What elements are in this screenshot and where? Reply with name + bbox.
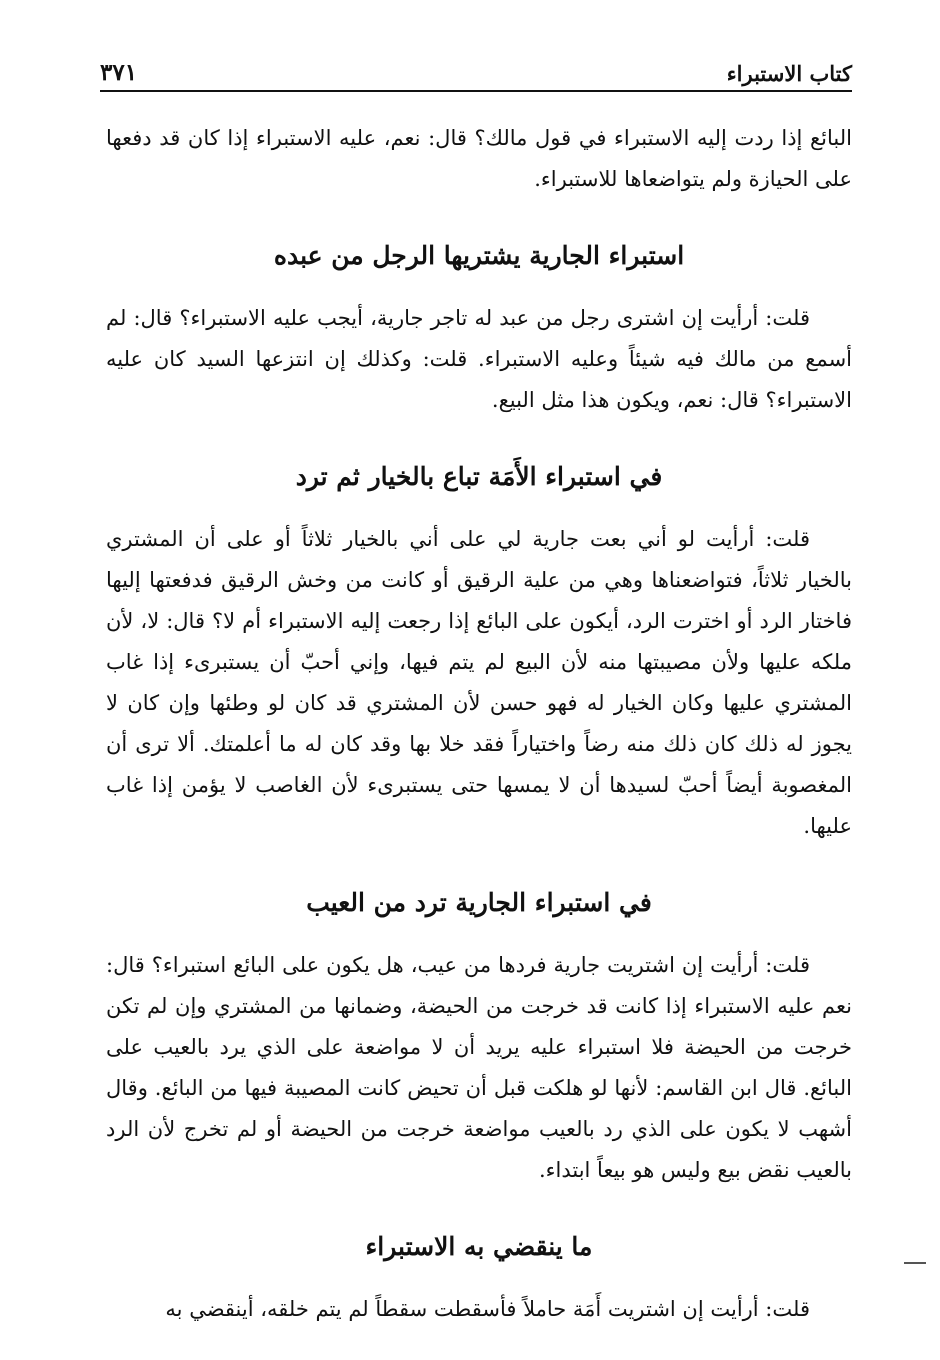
paragraph-continuation: البائع إذا ردت إليه الاستبراء في قول مالك؟ قال: نعم، عليه الاستبراء إذا كان قد دفعها على الحيازة ولم يتواضعاها للاستبراء. xyxy=(106,126,852,191)
page-body xyxy=(106,118,852,1330)
paragraph: قلت: أرأيت إن اشترى رجل من عبد له تاجر جارية، أيجب عليه الاستبراء؟ قال: لم أسمع من مالك فيه شيئاً وعليه الاستبراء. قلت: وكذلك إن انتزعها السيد كان عليه الاستبراء؟ قال: نعم، ويكون هذا مثل البيع. xyxy=(106,306,852,412)
page-header xyxy=(100,52,852,92)
section-heading-sale-with-option: في استبراء الأَمَة تباع بالخيار ثم ترد xyxy=(295,462,663,491)
section-heading-end-of-istibra: ما ينقضي به الاستبراء xyxy=(365,1232,593,1261)
margin-mark xyxy=(904,1262,926,1264)
paragraph: قلت: أرأيت إن اشتريت جارية فردها من عيب، هل يكون على البائع استبراء؟ قال: نعم عليه الاستبراء إذا كانت قد خرجت من الحيضة، وضمانها من المشتري وإن لم تكن خرجت من الحيضة فلا استبراء عليه يريد أن لا مواضعة على الذي يرد بالعيب على البائع. قال ابن القاسم: لأنها لو هلكت قبل أن تحيض كانت المصيبة فيها من البائع. وقال أشهب لا يكون على الذي رد بالعيب مواضعة خرجت من الحيضة أو لم تخرج لأن الرد بالعيب نقض بيع وليس هو بيعاً ابتداء. xyxy=(106,953,852,1182)
section-heading-slave-bought-from-servant: استبراء الجارية يشتريها الرجل من عبده xyxy=(273,241,685,270)
paragraph: قلت: أرأيت لو أني بعت جارية لي على أني بالخيار ثلاثاً أو على أن المشتري بالخيار ثلاثاً، فتواضعناها وهي من علية الرقيق أو كانت من وخش الرقيق فدفعتها إليها فاختار الرد أو اخترت الرد، أيكون على البائع إذا رجعت إليه الاستبراء أم لا؟ قال: لا، لأن ملكه عليها ولأن مصيبتها منه لأن البيع لم يتم فيها، وإني أحبّ أن يستبرىء إذا غاب المشتري عليها وكان الخيار له فهو حسن لأن المشتري قد كان لو وطئها وإن كان لا يجوز له ذلك كان ذلك منه رضاً واختياراً فقد خلا بها وقد كان له ما أعلمتك. ألا ترى أن المغصوبة أيضاً أحبّ لسيدها أن لا يمسها حتى يستبرىء لأن الغاصب لا يؤمن إذا غاب عليها. xyxy=(106,527,853,838)
running-title: كتاب الاستبراء xyxy=(726,61,852,86)
page-number: ٣٧١ xyxy=(100,59,138,86)
section-heading-returned-for-defect: في استبراء الجارية ترد من العيب xyxy=(306,888,652,917)
paragraph: قلت: أرأيت إن اشتريت أَمَة حاملاً فأسقطت سقطاً لم يتم خلقه، أينقضي به xyxy=(165,1297,810,1321)
